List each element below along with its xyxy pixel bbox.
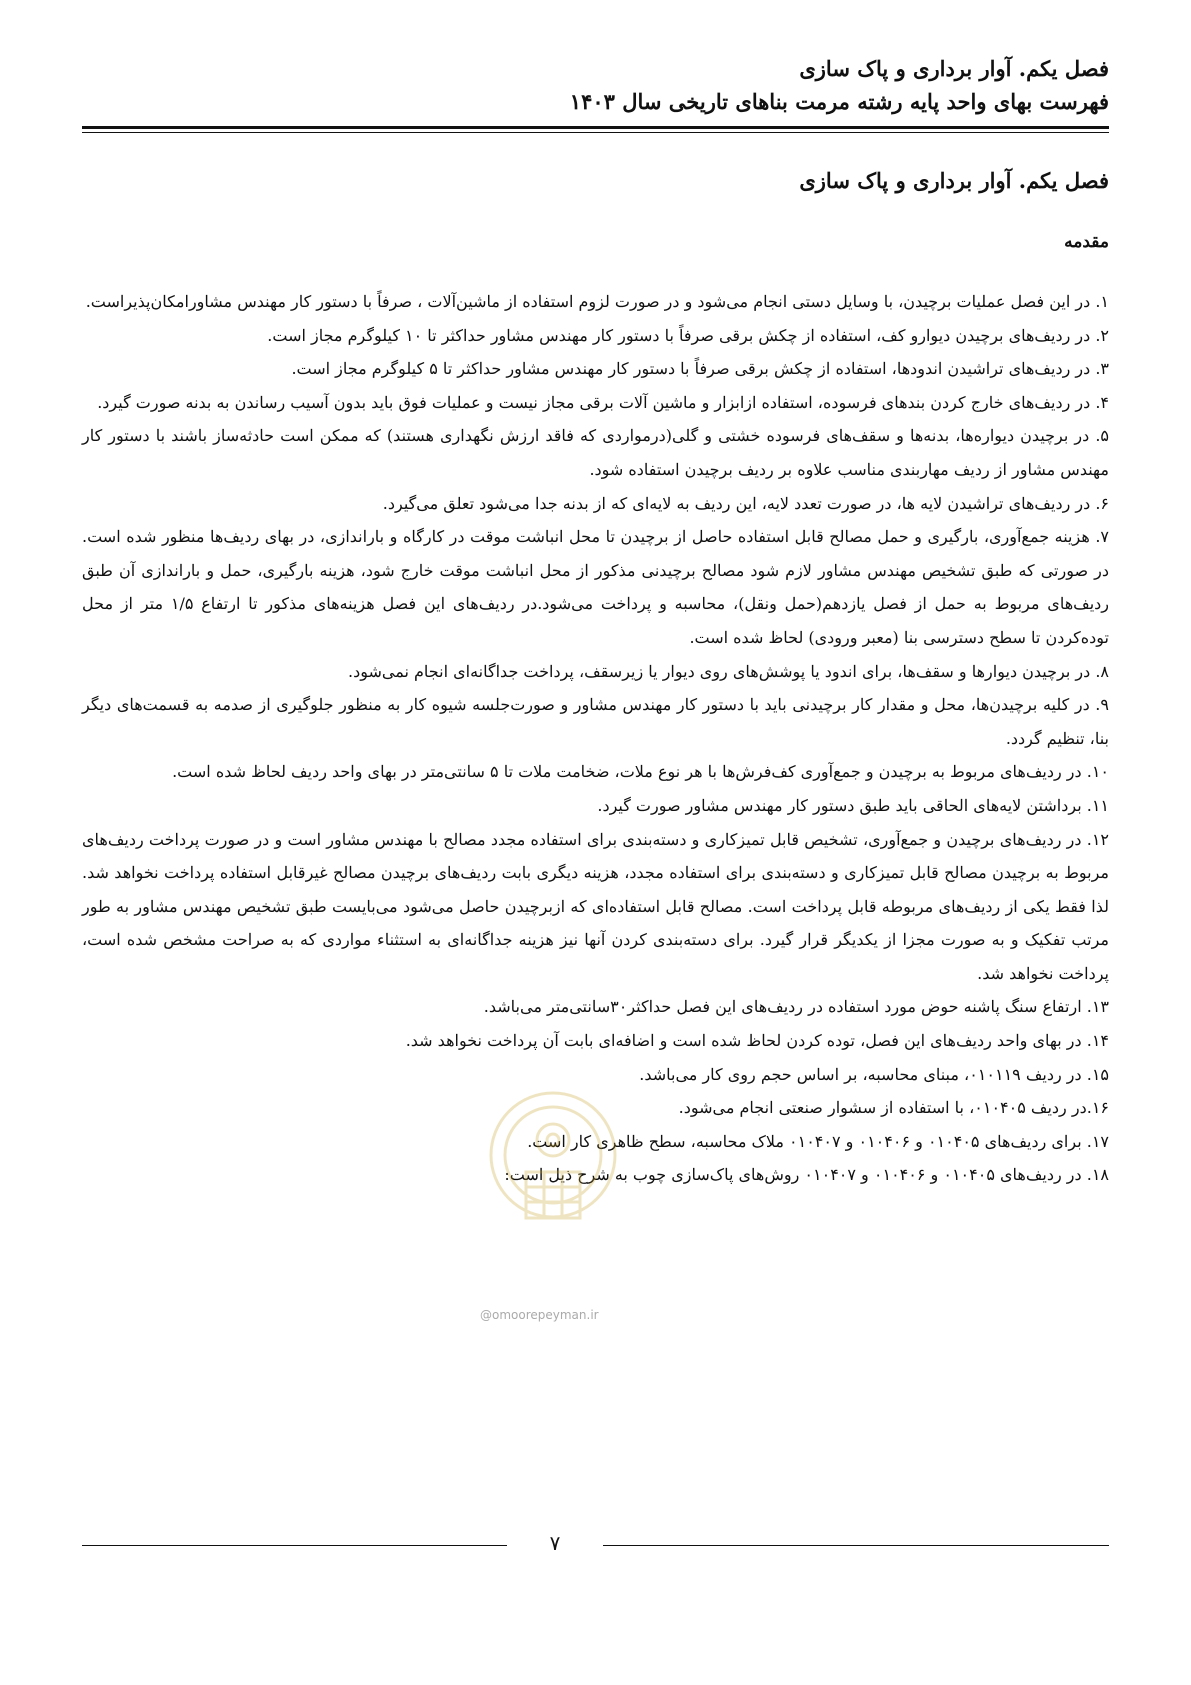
paragraph-1: ۱. در این فصل عملیات برچیدن، با وسایل دستی انجام می‌شود و در صورت لزوم استفاده از ماشین‌آلات ، صرفاً با دستور کار مهندس مشاورامکان‌پذیراست. [85, 292, 1109, 311]
paragraph-3: ۳. در ردیف‌های تراشیدن اندودها، استفاده از چکش برقی صرفاً با دستور کار مهندس مشاور حداکثر تا ۵ کیلوگرم مجاز است. [291, 359, 1109, 379]
paragraph-8: ۸. در برچیدن دیوارها و سقف‌ها، برای اندود یا پوشش‌های روی دیوار یا زیرسقف، پرداخت جداگانه‌ای انجام نمی‌شود. [348, 661, 1109, 681]
paragraph-10: ۱۰. در ردیف‌های مربوط به برچیدن و جمع‌آوری کف‌فرش‌ها با هر نوع ملات، ضخامت ملات تا ۵ سانتی‌متر در بهای واحد ردیف لحاظ شده است. [172, 762, 1109, 782]
paragraph-5: ۵. در برچیدن دیواره‌ها، بدنه‌ها و سقف‌های فرسوده خشتی و گلی(درمواردی که فاقد ارزش نگهداری هستند) که ممکن است حادثه‌ساز باشند با دستور کار مهندس مشاور از ردیف مهاربندی مناسب علاوه بر ردیف برچیدن استفاده شود. [82, 426, 1109, 479]
paragraph-12: ۱۲. در ردیف‌های برچیدن و جمع‌آوری، تشخیص قابل تمیزکاری و دسته‌بندی برای استفاده مجدد مصالح با مهندس مشاور است و در صورت پرداخت ردیف‌های مربوط به برچیدن مصالح قابل تمیزکاری و دسته‌بندی برای استفاده مجدد، هزینه دیگری بابت ردیف‌های برچیدن مصالح غیرقابل استفاده پرداخت نخواهد شد. لذا فقط یکی از ردیف‌های مربوطه قابل پرداخت است. مصالح قابل استفاده‌ای که ازبرچیدن حاصل می‌شود می‌بایست طبق تشخیص مهندس مشاور به طور مرتب تفکیک و به صورت مجزا از یکدیگر قرار گیرد. برای دسته‌بندی کردن آنها نیز هزینه جداگانه‌ای به استثناء مواردی که به صراحت مشخص شده است، پرداخت نخواهد شد. [82, 829, 1109, 983]
running-header [82, 52, 1109, 118]
paragraph-15: ۱۵. در ردیف ۰۱۰۱۱۹، مبنای محاسبه، بر اساس حجم روی کار می‌باشد. [639, 1064, 1109, 1084]
introduction-heading: مقدمه [1064, 232, 1109, 252]
header-document-title: فهرست بهای واحد پایه رشته مرمت بناهای تاریخی سال ۱۴۰۳ [569, 89, 1109, 114]
paragraph-16: ۱۶.در ردیف ۰۱۰۴۰۵، با استفاده از سشوار صنعتی انجام می‌شود. [678, 1098, 1109, 1118]
paragraph-14: ۱۴. در بهای واحد ردیف‌های این فصل، توده کردن لحاظ شده است و اضافه‌ای بابت آن پرداخت نخواهد شد. [405, 1031, 1109, 1051]
paragraph-11: ۱۱. برداشتن لایه‌های الحاقی باید طبق دستور کار مهندس مشاور صورت گیرد. [597, 795, 1109, 815]
paragraph-4: ۴. در ردیف‌های خارج کردن بندهای فرسوده، استفاده ازابزار و ماشین آلات برقی مجاز نیست و عملیات فوق باید بدون آسیب رساندن به بدنه صورت گیرد. [97, 392, 1109, 412]
paragraph-2: ۲. در ردیف‌های برچیدن دیوارو کف، استفاده از چکش برقی صرفاً با دستور کار مهندس مشاور حداکثر تا ۱۰ کیلوگرم مجاز است. [267, 325, 1109, 345]
paragraph-17: ۱۷. برای ردیف‌های ۰۱۰۴۰۵ و ۰۱۰۴۰۶ و ۰۱۰۴۰۷ ملاک محاسبه، سطح ظاهری کار است. [527, 1131, 1109, 1151]
body-text [82, 285, 1109, 1192]
footer-divider-right [603, 1545, 1109, 1546]
paragraph-7: ۷. هزینه جمع‌آوری، بارگیری و حمل مصالح قابل استفاده حاصل از برچیدن تا محل انباشت موقت در کارگاه و باراندازی، در بهای ردیف‌ها منظور شده است. در صورتی که طبق تشخیص مهندس مشاور لازم شود مصالح برچیدنی مذکور از محل انباشت موقت خارج شود، هزینه بارگیری، حمل و باراندازی آن طبق ردیف‌های مربوط به حمل از فصل یازدهم(حمل ونقل)، محاسبه و پرداخت می‌شود.در ردیف‌های این فصل هزینه‌های مذکور تا ارتفاع ۱/۵ متر از محل توده‌کردن تا سطح دسترسی بنا (معبر ورودی) لحاظ شده است. [82, 527, 1110, 647]
footer-divider-left [82, 1545, 507, 1546]
paragraph-9: ۹. در کلیه برچیدن‌ها، محل و مقدار کار برچیدنی باید با دستور کار مهندس مشاور و صورت‌جلسه شیوه کار به منظور جلوگیری از صدمه به قسمت‌های دیگر بنا، تنظیم گردد. [82, 695, 1109, 748]
watermark-handle: @omoorepeyman.ir [480, 1308, 599, 1322]
paragraph-6: ۶. در ردیف‌های تراشیدن لایه ها، در صورت تعدد لایه، این ردیف به لایه‌ای که از بدنه جدا می‌شود تعلق می‌گیرد. [382, 493, 1109, 513]
paragraph-13: ۱۳. ارتفاع سنگ پاشنه حوض مورد استفاده در ردیف‌های این فصل حداکثر۳۰سانتی‌متر می‌باشد. [483, 997, 1109, 1017]
page-number: ۷ [549, 1531, 561, 1555]
header-chapter-title: فصل یکم. آوار برداری و پاک سازی [799, 56, 1109, 81]
header-divider-thick [82, 126, 1109, 129]
header-divider-thin [82, 132, 1109, 133]
paragraph-18: ۱۸. در ردیف‌های ۰۱۰۴۰۵ و ۰۱۰۴۰۶ و ۰۱۰۴۰۷ روش‌های پاک‌سازی چوب به شرح ذیل است: [504, 1165, 1109, 1185]
chapter-title: فصل یکم. آوار برداری و پاک سازی [799, 168, 1109, 193]
